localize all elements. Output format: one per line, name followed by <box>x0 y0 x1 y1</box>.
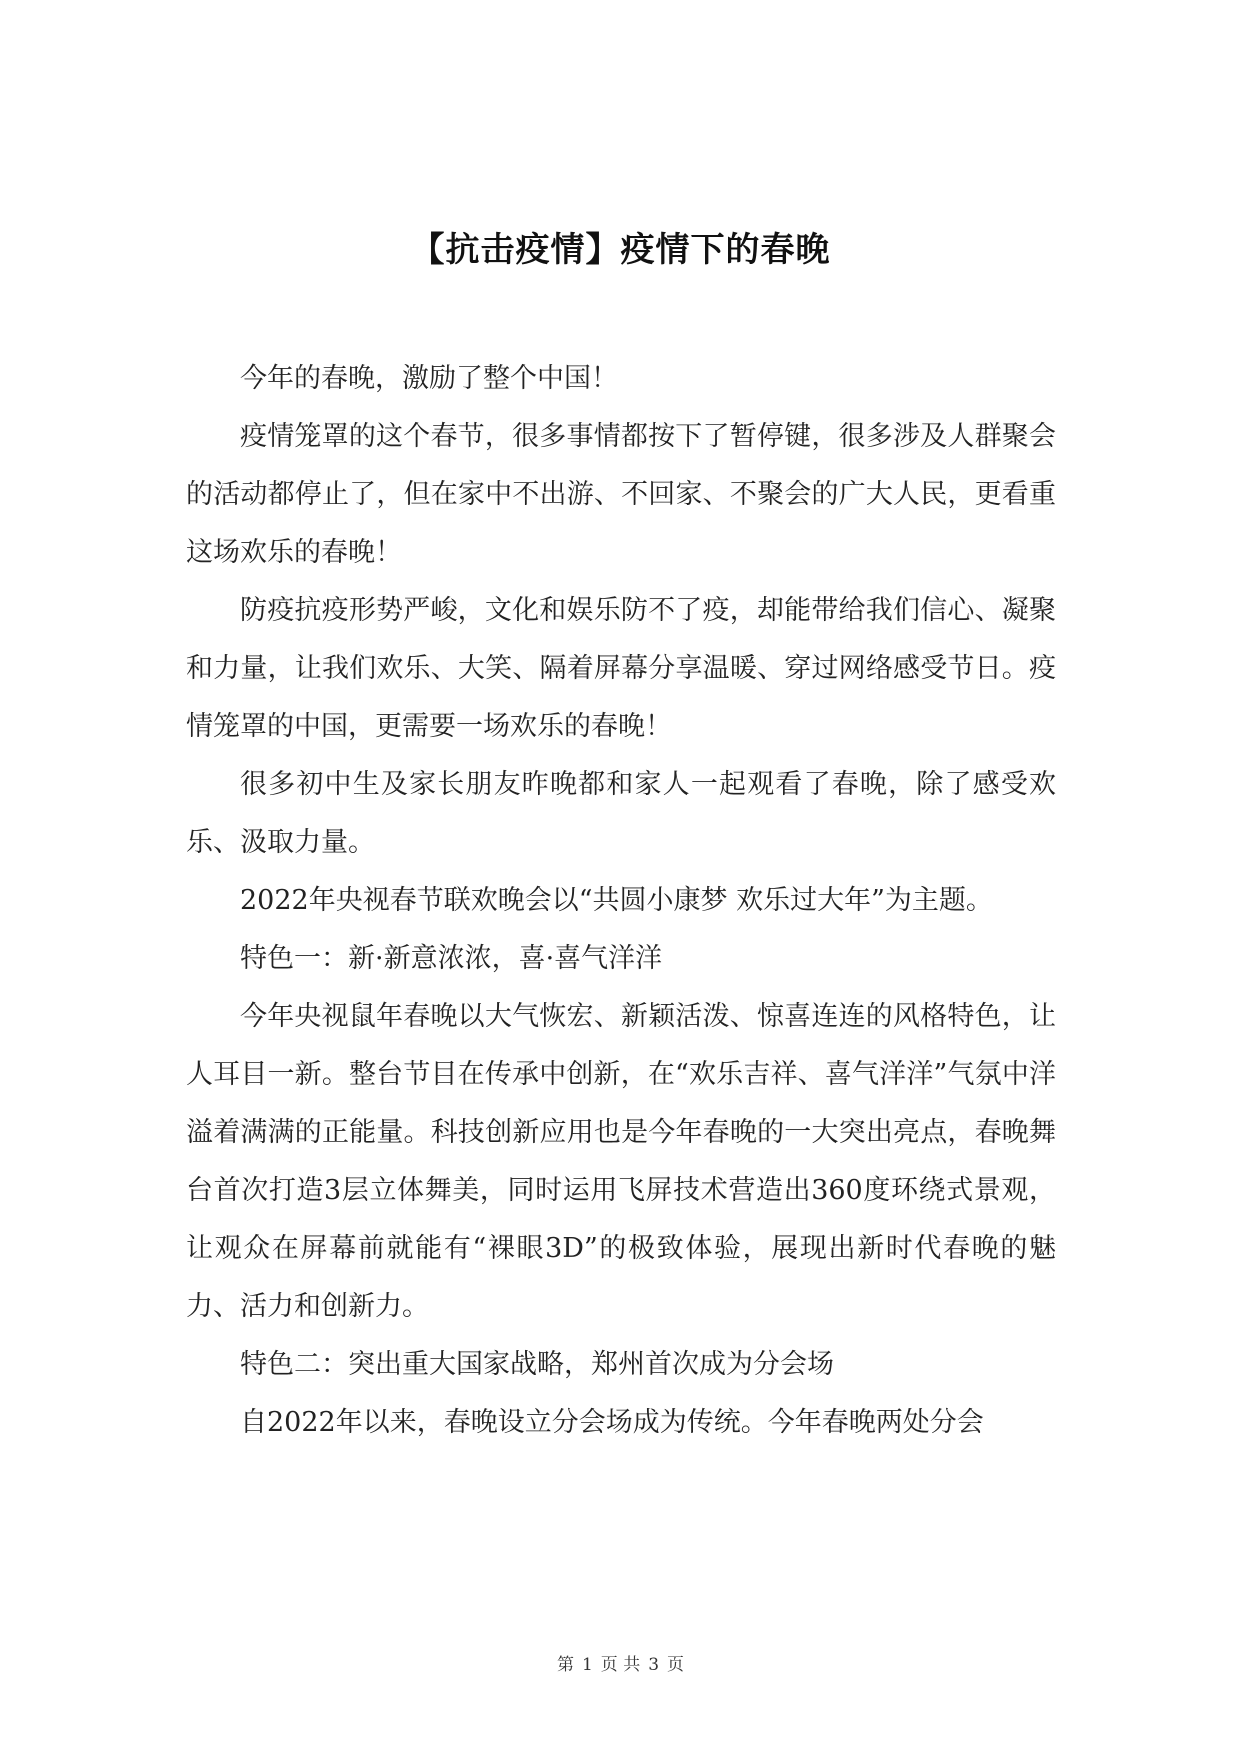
paragraph-5: 2022年央视春节联欢晚会以“共圆小康梦 欢乐过大年”为主题。 <box>240 885 993 916</box>
paragraph-3: 防疫抗疫形势严峻，文化和娱乐防不了疫，却能带给我们信心、凝聚和力量，让我们欢乐、大笑、隔着屏幕分享温暖、穿过网络感受节日。疫情笼罩的中国，更需要一场欢乐的春晚！ <box>186 595 1056 742</box>
page-footer <box>0 1650 1241 1675</box>
footer-suffix: 页 <box>667 1655 685 1675</box>
paragraph-1: 今年的春晚，激励了整个中国！ <box>240 363 618 394</box>
paragraph-8: 特色二：突出重大国家战略，郑州首次成为分会场 <box>240 1349 834 1380</box>
document-title: 【抗击疫情】疫情下的春晚 <box>410 230 831 270</box>
document-body <box>186 350 1056 1452</box>
paragraph-7: 今年央视鼠年春晚以大气恢宏、新颖活泼、惊喜连连的风格特色，让人耳目一新。整台节目在传承中创新，在“欢乐吉祥、喜气洋洋”气氛中洋溢着满满的正能量。科技创新应用也是今年春晚的一大突出亮点，春晚舞台首次打造3层立体舞美，同时运用飞屏技术营造出360度环绕式景观，让观众在屏幕前就能有“裸眼3D”的极致体验，展现出新时代春晚的魅力、活力和创新力。 <box>186 1001 1056 1322</box>
footer-middle: 页 共 <box>600 1655 641 1675</box>
footer-prefix: 第 <box>556 1655 574 1675</box>
paragraph-9: 自2022年以来，春晚设立分会场成为传统。今年春晚两处分会 <box>240 1407 984 1438</box>
paragraph-4: 很多初中生及家长朋友昨晚都和家人一起观看了春晚，除了感受欢乐、汲取力量。 <box>186 769 1056 858</box>
footer-total-pages: 3 <box>648 1655 660 1675</box>
paragraph-6: 特色一：新·新意浓浓，喜·喜气洋洋 <box>240 943 663 974</box>
footer-current-page: 1 <box>581 1655 593 1675</box>
paragraph-2: 疫情笼罩的这个春节，很多事情都按下了暂停键，很多涉及人群聚会的活动都停止了，但在家中不出游、不回家、不聚会的广大人民，更看重这场欢乐的春晚！ <box>186 421 1056 568</box>
